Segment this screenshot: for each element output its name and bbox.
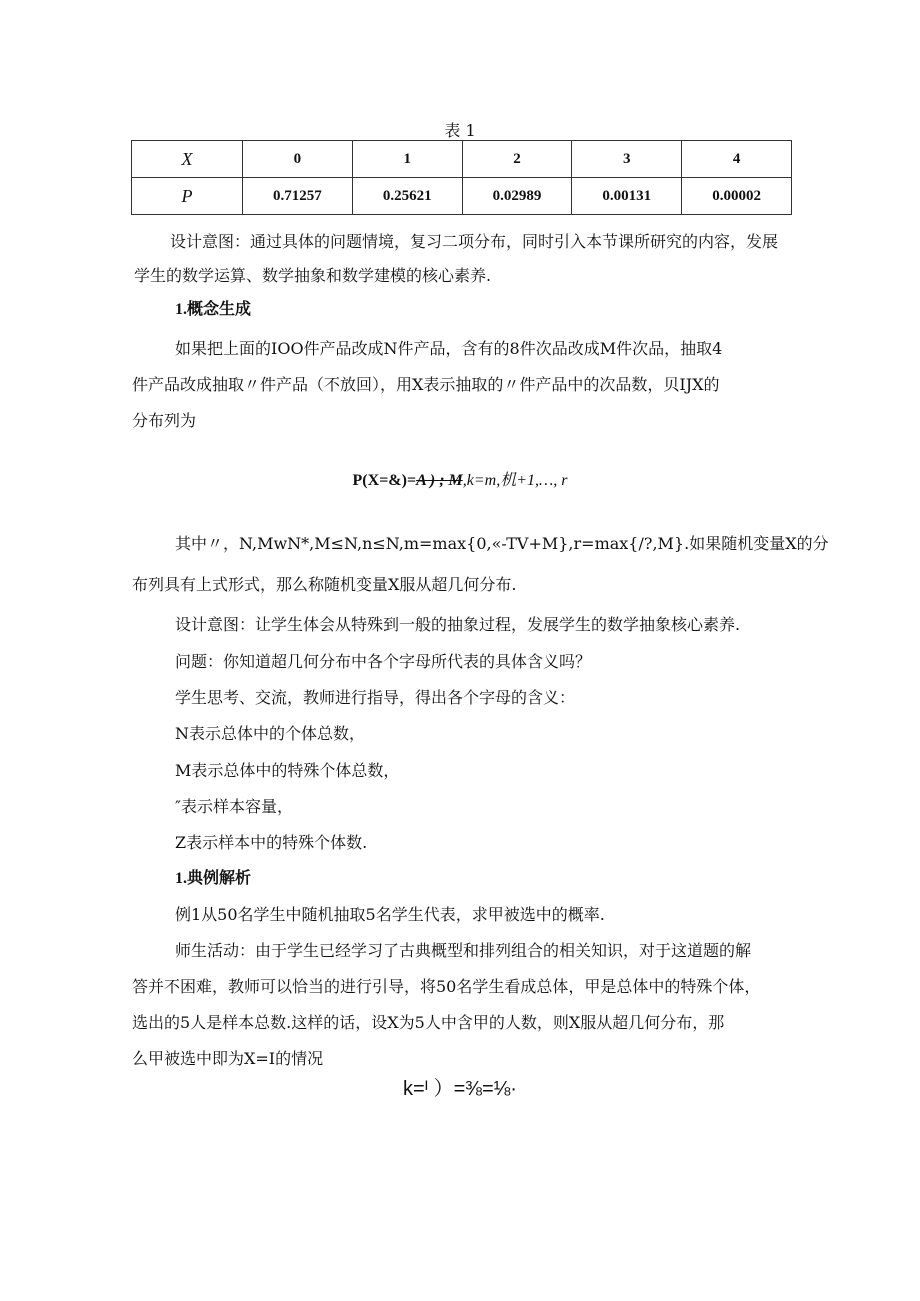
where-line-1: 其中〃，N,MwN*,M≤N,n≤N,m=max{0,«-TV+M},r=max{/?,M}.如果随机变量X的分 [175, 534, 829, 553]
example-1-text: 例1从50名学生中随机抽取5名学生代表，求甲被选中的概率. [175, 905, 605, 924]
where-line-2: 布列具有上式形式，那么称随机变量X服从超几何分布. [132, 575, 517, 594]
teacher-activity-line-3: 选出的5人是样本总数.这样的话，设X为5人中含甲的人数，则X服从超几何分布，那 [132, 1013, 725, 1032]
table-row-x [132, 141, 792, 178]
question-text: 问题：你知道超几何分布中各个字母所代表的具体含义吗？ [175, 652, 592, 671]
meaning-n-sample: ″表示样本容量， [175, 797, 293, 816]
meaning-m: M表示总体中的特殊个体总数， [175, 761, 400, 780]
design-intent-2: 设计意图：让学生体会从特殊到一般的抽象过程，发展学生的数学抽象核心素养. [175, 615, 741, 634]
table-cell: 3 [572, 141, 682, 178]
design-intent-1-line-1: 设计意图：通过具体的问题情境，复习二项分布，同时引入本节课所研究的内容，发展 [170, 232, 779, 251]
teacher-activity-line-2: 答并不困难，教师可以恰当的进行引导，将50名学生看成总体，甲是总体中的特殊个体， [132, 977, 761, 996]
table-cell: 0.71257 [243, 178, 353, 215]
row-header-p: P [132, 178, 243, 215]
formula-right: ,k=m,机+1,…, r [462, 472, 568, 489]
table-caption: 表 1 [444, 121, 476, 140]
table-cell: 2 [462, 141, 572, 178]
table-row-p [132, 178, 792, 215]
distribution-table [131, 140, 792, 215]
table-cell: 0 [243, 141, 353, 178]
table-cell: 0.00131 [572, 178, 682, 215]
table-cell: 0.00002 [682, 178, 792, 215]
section-heading-example: 1.典例解析 [175, 870, 252, 887]
meaning-z: Z表示样本中的特殊个体数. [175, 833, 368, 852]
table-cell: 0.02989 [462, 178, 572, 215]
student-activity-text: 学生思考、交流，教师进行指导，得出各个字母的含义： [175, 688, 576, 707]
table-cell: 1 [352, 141, 462, 178]
probability-formula: k=ᴵ ）=⅜=⅛· [403, 1078, 517, 1100]
design-intent-1-line-2: 学生的数学运算、数学抽象和数学建模的核心素养. [134, 266, 492, 285]
section-heading-concept: 1.概念生成 [175, 301, 252, 318]
hypergeometric-formula [0, 467, 920, 490]
concept-paragraph-line-2: 件产品改成抽取〃件产品（不放回），用X表示抽取的〃件产品中的次品数，贝IJX的 [132, 375, 720, 394]
teacher-activity-line-1: 师生活动：由于学生已经学习了古典概型和排列组合的相关知识，对于这道题的解 [175, 941, 752, 960]
table-cell: 4 [682, 141, 792, 178]
table-cell: 0.25621 [352, 178, 462, 215]
formula-struck-part: A ) ; M [416, 472, 463, 489]
row-header-x: X [132, 141, 243, 178]
concept-paragraph-line-3: 分布列为 [132, 411, 197, 430]
formula-left: P(X=&)= [352, 472, 417, 489]
concept-paragraph-line-1: 如果把上面的IOO件产品改成N件产品，含有的8件次品改成M件次品，抽取4 [175, 339, 723, 358]
teacher-activity-line-4: 么甲被选中即为X=I的情况 [132, 1049, 324, 1068]
meaning-n: N表示总体中的个体总数， [175, 724, 366, 743]
